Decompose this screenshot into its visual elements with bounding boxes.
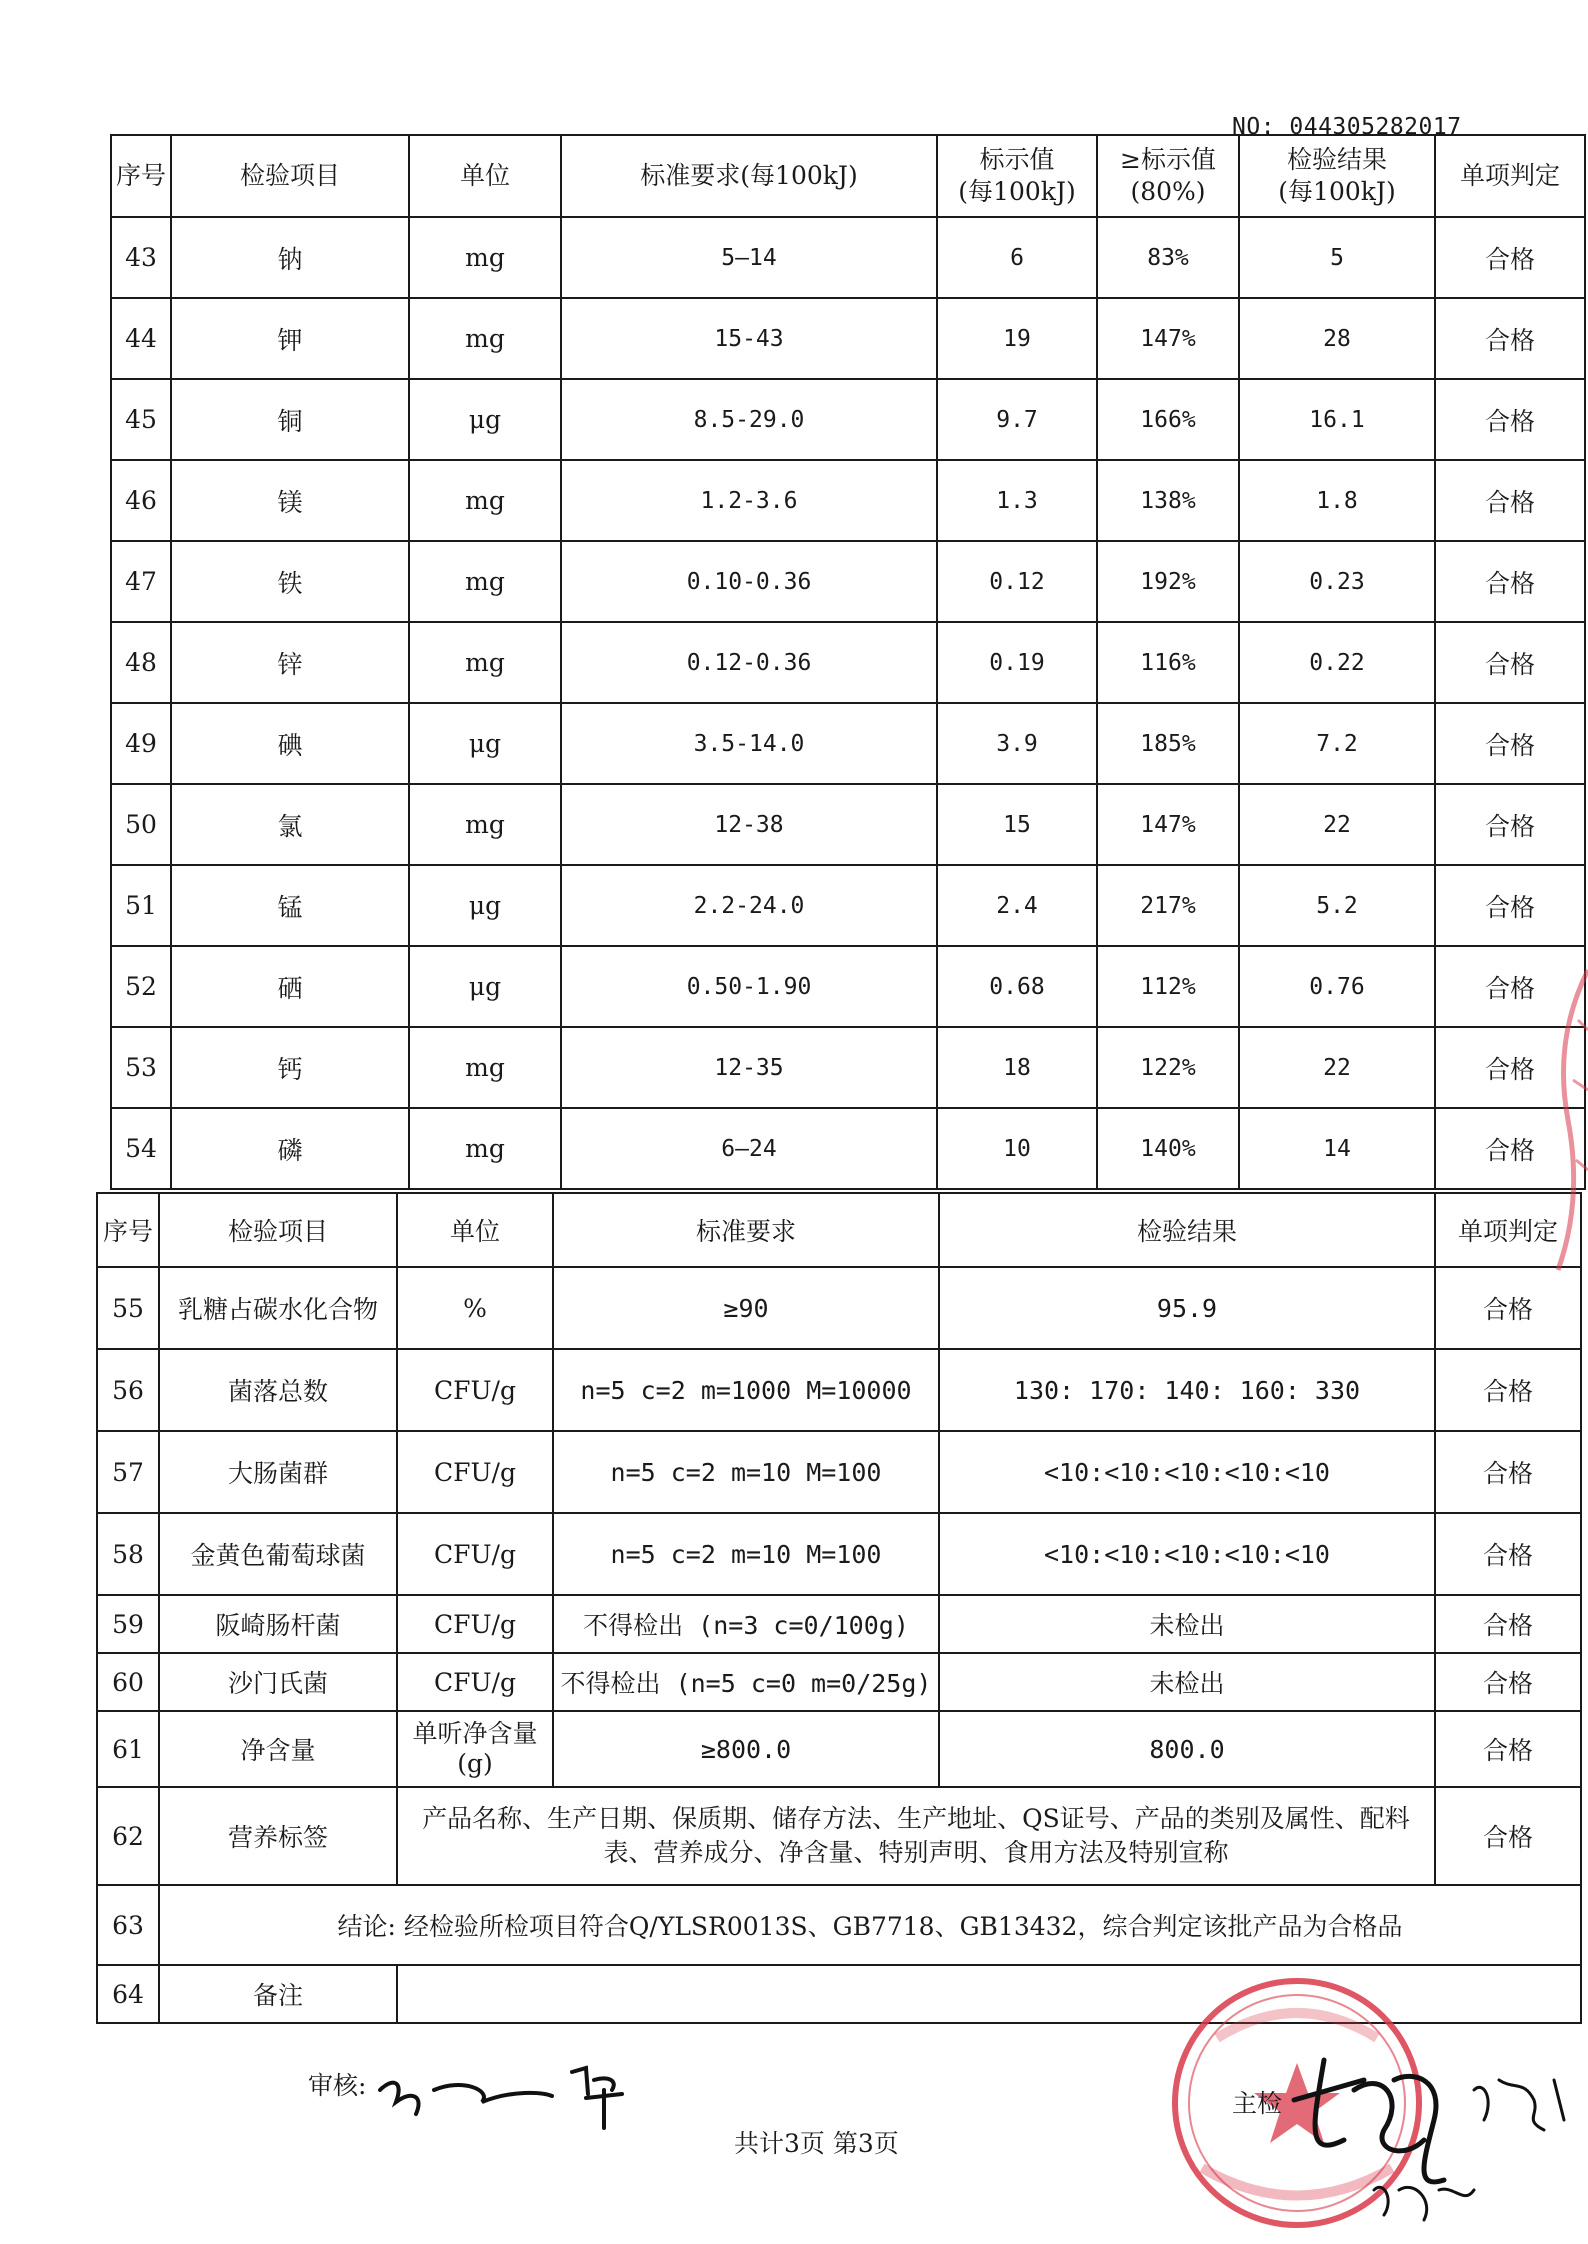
row-standard: 12-35: [561, 1027, 937, 1108]
row-item: 菌落总数: [159, 1349, 397, 1431]
row-standard: 12-38: [561, 784, 937, 865]
row-judgement: 合格: [1435, 379, 1585, 460]
row-seq: 47: [111, 541, 171, 622]
row-seq: 53: [111, 1027, 171, 1108]
row-judgement: 合格: [1435, 1027, 1585, 1108]
row-standard: 8.5-29.0: [561, 379, 937, 460]
row-seq: 64: [97, 1965, 159, 2023]
row-unit: 单听净含量 (g): [397, 1711, 553, 1787]
header-unit: 单位: [397, 1193, 553, 1267]
row-label-value: 2.4: [937, 865, 1097, 946]
table-row: [111, 703, 1585, 784]
header-unit: 单位: [409, 135, 561, 217]
row-item: 磷: [171, 1108, 409, 1189]
edge-seal-fragment: [1548, 960, 1588, 1280]
row-percent-of-label: 138%: [1097, 460, 1239, 541]
row-seq: 46: [111, 460, 171, 541]
other-items-table: [96, 1192, 1582, 2024]
row-item: 乳糖占碳水化合物: [159, 1267, 397, 1349]
row-percent-of-label: 116%: [1097, 622, 1239, 703]
row-percent-of-label: 147%: [1097, 298, 1239, 379]
header-standard: 标准要求: [553, 1193, 939, 1267]
row-seq: 54: [111, 1108, 171, 1189]
header-result: 检验结果 (每100kJ): [1239, 135, 1435, 217]
row-unit: CFU/g: [397, 1595, 553, 1653]
row-label-value: 9.7: [937, 379, 1097, 460]
row-judgement: 合格: [1435, 1513, 1581, 1595]
header-judgement: 单项判定: [1435, 135, 1585, 217]
table-row: [111, 460, 1585, 541]
row-item: 大肠菌群: [159, 1431, 397, 1513]
row-result: 0.22: [1239, 622, 1435, 703]
row-unit: CFU/g: [397, 1653, 553, 1711]
row-result: 14: [1239, 1108, 1435, 1189]
row-label-value: 0.12: [937, 541, 1097, 622]
table-row: [111, 865, 1585, 946]
conclusion-text: 结论: 经检验所检项目符合Q/YLSR0013S、GB7718、GB13432，综合判定该批产品为合格品: [159, 1885, 1581, 1965]
row-result: 1.8: [1239, 460, 1435, 541]
table-row: [97, 1513, 1581, 1595]
row-label-value: 10: [937, 1108, 1097, 1189]
other-header-row: [97, 1193, 1581, 1267]
table-row: [97, 1349, 1581, 1431]
row-unit: CFU/g: [397, 1431, 553, 1513]
row-unit: μg: [409, 379, 561, 460]
row-result: 5.2: [1239, 865, 1435, 946]
row-judgement: 合格: [1435, 946, 1585, 1027]
row-standard: ≥800.0: [553, 1711, 939, 1787]
row-judgement: 合格: [1435, 1267, 1581, 1349]
table-row: [111, 541, 1585, 622]
row-item: 碘: [171, 703, 409, 784]
row-standard: ≥90: [553, 1267, 939, 1349]
row-unit: mg: [409, 460, 561, 541]
row-item: 阪崎肠杆菌: [159, 1595, 397, 1653]
row-percent-of-label: 192%: [1097, 541, 1239, 622]
inspector-signature: [1284, 2040, 1584, 2240]
row-standard: 5—14: [561, 217, 937, 298]
row-seq: 49: [111, 703, 171, 784]
row-standard: n=5 c=2 m=10 M=100: [553, 1431, 939, 1513]
row-label-value: 19: [937, 298, 1097, 379]
row-unit: mg: [409, 541, 561, 622]
row-label-value: 0.68: [937, 946, 1097, 1027]
header-item: 检验项目: [171, 135, 409, 217]
row-seq: 62: [97, 1787, 159, 1885]
row-seq: 48: [111, 622, 171, 703]
row-percent-of-label: 112%: [1097, 946, 1239, 1027]
row-item: 硒: [171, 946, 409, 1027]
row-percent-of-label: 140%: [1097, 1108, 1239, 1189]
row-judgement: 合格: [1435, 298, 1585, 379]
row-seq: 44: [111, 298, 171, 379]
header-result: 检验结果: [939, 1193, 1435, 1267]
review-label: 审核:: [308, 2071, 367, 2100]
row-percent-of-label: 217%: [1097, 865, 1239, 946]
row-seq: 60: [97, 1653, 159, 1711]
row-unit: mg: [409, 784, 561, 865]
header-label-value: 标示值 (每100kJ): [937, 135, 1097, 217]
row-item: 铜: [171, 379, 409, 460]
table-row: [111, 217, 1585, 298]
table-row: [111, 946, 1585, 1027]
row-unit: mg: [409, 217, 561, 298]
row-judgement: 合格: [1435, 1787, 1581, 1885]
row-judgement: 合格: [1435, 541, 1585, 622]
row-standard: 2.2-24.0: [561, 865, 937, 946]
row-percent-of-label: 166%: [1097, 379, 1239, 460]
table-row: [97, 1595, 1581, 1653]
row-seq: 51: [111, 865, 171, 946]
table-row: [97, 1711, 1581, 1787]
inspector-label: 主检: [1232, 2089, 1283, 2118]
row-result: 95.9: [939, 1267, 1435, 1349]
header-ge-label: ≥标示值 (80%): [1097, 135, 1239, 217]
row-standard: n=5 c=2 m=1000 M=10000: [553, 1349, 939, 1431]
document-number: NO: 044305282017: [1232, 114, 1462, 140]
row-seq: 45: [111, 379, 171, 460]
table-row: [97, 1267, 1581, 1349]
row-result: 未检出: [939, 1595, 1435, 1653]
row-seq: 63: [97, 1885, 159, 1965]
row-unit: mg: [409, 622, 561, 703]
row-seq: 59: [97, 1595, 159, 1653]
row-item: 沙门氏菌: [159, 1653, 397, 1711]
row-label-value: 0.19: [937, 622, 1097, 703]
table-row: [111, 622, 1585, 703]
row-judgement: 合格: [1435, 460, 1585, 541]
row-judgement: 合格: [1435, 1711, 1581, 1787]
row-result: 0.23: [1239, 541, 1435, 622]
row-seq: 58: [97, 1513, 159, 1595]
row-judgement: 合格: [1435, 1349, 1581, 1431]
row-item: 锰: [171, 865, 409, 946]
table-row: [97, 1431, 1581, 1513]
row-item: 营养标签: [159, 1787, 397, 1885]
row-unit: %: [397, 1267, 553, 1349]
table-row: [111, 784, 1585, 865]
row-unit: μg: [409, 703, 561, 784]
row-item: 钙: [171, 1027, 409, 1108]
row-result: 22: [1239, 1027, 1435, 1108]
header-seq: 序号: [97, 1193, 159, 1267]
row-result: 22: [1239, 784, 1435, 865]
table-row: [111, 1108, 1585, 1189]
table-row: [111, 379, 1585, 460]
row-judgement: 合格: [1435, 1653, 1581, 1711]
row-standard: 6—24: [561, 1108, 937, 1189]
remarks-label: 备注: [159, 1965, 397, 2023]
row-label-value: 3.9: [937, 703, 1097, 784]
header-standard: 标准要求(每100kJ): [561, 135, 937, 217]
row-seq: 50: [111, 784, 171, 865]
row-unit: mg: [409, 1027, 561, 1108]
row-seq: 52: [111, 946, 171, 1027]
row-unit: μg: [409, 865, 561, 946]
row-standard: 0.50-1.90: [561, 946, 937, 1027]
row-unit: CFU/g: [397, 1513, 553, 1595]
table-row: [111, 298, 1585, 379]
reviewer-signature: [372, 2050, 672, 2130]
row-standard: 不得检出 (n=3 c=0/100g): [553, 1595, 939, 1653]
nutrition-label-text: 产品名称、生产日期、保质期、储存方法、生产地址、QS证号、产品的类别及属性、配料表、营养成分、净含量、特别声明、食用方法及特别宣称: [397, 1787, 1435, 1885]
row-judgement: 合格: [1435, 1431, 1581, 1513]
header-item: 检验项目: [159, 1193, 397, 1267]
row-seq: 43: [111, 217, 171, 298]
row-label-value: 6: [937, 217, 1097, 298]
row-item: 铁: [171, 541, 409, 622]
row-result: <10:<10:<10:<10:<10: [939, 1513, 1435, 1595]
row-seq: 56: [97, 1349, 159, 1431]
row-standard: 15-43: [561, 298, 937, 379]
row-result: <10:<10:<10:<10:<10: [939, 1431, 1435, 1513]
row-percent-of-label: 122%: [1097, 1027, 1239, 1108]
row-standard: 3.5-14.0: [561, 703, 937, 784]
minerals-table: [110, 134, 1586, 1190]
conclusion-row: [97, 1885, 1581, 1965]
row-item: 氯: [171, 784, 409, 865]
row-judgement: 合格: [1435, 703, 1585, 784]
row-unit: μg: [409, 946, 561, 1027]
row-unit: mg: [409, 298, 561, 379]
table-row: [97, 1787, 1581, 1885]
row-standard: n=5 c=2 m=10 M=100: [553, 1513, 939, 1595]
row-item: 净含量: [159, 1711, 397, 1787]
row-seq: 55: [97, 1267, 159, 1349]
row-judgement: 合格: [1435, 865, 1585, 946]
row-judgement: 合格: [1435, 1595, 1581, 1653]
row-item: 钠: [171, 217, 409, 298]
row-unit: mg: [409, 1108, 561, 1189]
row-percent-of-label: 147%: [1097, 784, 1239, 865]
row-label-value: 1.3: [937, 460, 1097, 541]
page-count: 共计3页 第3页: [734, 2129, 899, 2158]
row-unit: CFU/g: [397, 1349, 553, 1431]
row-standard: 不得检出 (n=5 c=0 m=0/25g): [553, 1653, 939, 1711]
row-standard: 0.12-0.36: [561, 622, 937, 703]
table-row: [97, 1653, 1581, 1711]
row-item: 钾: [171, 298, 409, 379]
row-result: 28: [1239, 298, 1435, 379]
row-seq: 57: [97, 1431, 159, 1513]
row-standard: 0.10-0.36: [561, 541, 937, 622]
row-result: 800.0: [939, 1711, 1435, 1787]
row-item: 镁: [171, 460, 409, 541]
minerals-header-row: [111, 135, 1585, 217]
row-judgement: 合格: [1435, 1108, 1585, 1189]
row-percent-of-label: 185%: [1097, 703, 1239, 784]
row-result: 16.1: [1239, 379, 1435, 460]
row-item: 锌: [171, 622, 409, 703]
row-seq: 61: [97, 1711, 159, 1787]
row-result: 130: 170: 140: 160: 330: [939, 1349, 1435, 1431]
row-judgement: 合格: [1435, 622, 1585, 703]
row-result: 5: [1239, 217, 1435, 298]
row-label-value: 15: [937, 784, 1097, 865]
row-percent-of-label: 83%: [1097, 217, 1239, 298]
row-result: 0.76: [1239, 946, 1435, 1027]
row-standard: 1.2-3.6: [561, 460, 937, 541]
header-seq: 序号: [111, 135, 171, 217]
row-item: 金黄色葡萄球菌: [159, 1513, 397, 1595]
row-result: 未检出: [939, 1653, 1435, 1711]
header-judgement: 单项判定: [1435, 1193, 1581, 1267]
row-judgement: 合格: [1435, 784, 1585, 865]
table-row: [111, 1027, 1585, 1108]
row-judgement: 合格: [1435, 217, 1585, 298]
row-label-value: 18: [937, 1027, 1097, 1108]
row-result: 7.2: [1239, 703, 1435, 784]
